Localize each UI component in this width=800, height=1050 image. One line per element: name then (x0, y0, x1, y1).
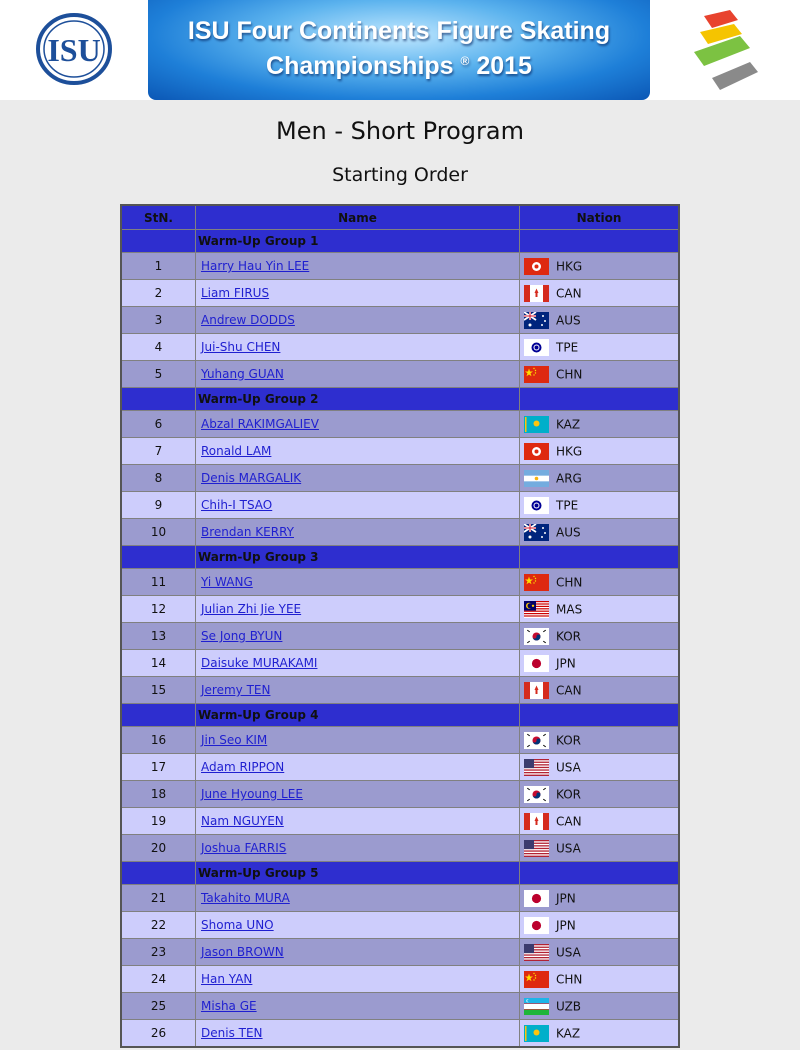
skater-name-cell (196, 939, 520, 966)
mas-flag-icon (524, 601, 549, 618)
nation-code: AUS (556, 525, 581, 539)
table-row (121, 993, 679, 1020)
group-stn-cell (121, 388, 196, 411)
nation-code: ARG (556, 471, 582, 485)
nation-cell (520, 361, 680, 388)
skater-name-link[interactable]: Denis MARGALIK (201, 471, 302, 485)
usa-flag-icon (524, 759, 549, 776)
page-header (0, 0, 800, 100)
table-row (121, 465, 679, 492)
table-row (121, 677, 679, 704)
start-number: 19 (121, 808, 196, 835)
skater-name-link[interactable]: Denis TEN (201, 1026, 263, 1040)
skater-name-cell (196, 650, 520, 677)
skater-name-link[interactable]: Shoma UNO (201, 918, 274, 932)
nation-code: USA (556, 841, 581, 855)
start-number: 5 (121, 361, 196, 388)
warmup-group-row (121, 230, 679, 253)
skater-name-cell (196, 438, 520, 465)
chn-flag-icon (524, 574, 549, 591)
skater-name-link[interactable]: Joshua FARRIS (201, 841, 287, 855)
nation-code: HKG (556, 259, 583, 273)
nation-cell (520, 677, 680, 704)
nation-code: USA (556, 945, 581, 959)
skater-name-cell (196, 835, 520, 862)
page-title: Men - Short Program (276, 117, 524, 145)
banner-title-line1: ISU Four Continents Figure Skating (187, 17, 611, 45)
skater-name-link[interactable]: Chih-I TSAO (201, 498, 273, 512)
warmup-group-row (121, 546, 679, 569)
table-row (121, 939, 679, 966)
nation-cell (520, 912, 680, 939)
kor-flag-icon (524, 628, 549, 645)
group-label: Warm-Up Group 1 (196, 230, 520, 253)
table-row (121, 727, 679, 754)
group-stn-cell (121, 862, 196, 885)
nation-cell (520, 966, 680, 993)
banner-title-line2: Championships ® 2015 (266, 52, 532, 80)
page-subtitle: Starting Order (332, 164, 468, 186)
table-row (121, 650, 679, 677)
start-number: 2 (121, 280, 196, 307)
can-flag-icon (524, 285, 549, 302)
nation-code: USA (556, 760, 581, 774)
nation-cell (520, 1020, 680, 1048)
start-number: 13 (121, 623, 196, 650)
skater-name-link[interactable]: Jason BROWN (201, 945, 284, 959)
skater-name-cell (196, 411, 520, 438)
start-number: 18 (121, 781, 196, 808)
nation-code: KOR (556, 629, 581, 643)
start-number: 25 (121, 993, 196, 1020)
nation-code: AUS (556, 313, 581, 327)
starting-order-table (120, 204, 680, 1048)
nation-cell (520, 781, 680, 808)
jpn-flag-icon (524, 890, 549, 907)
table-header-row (121, 205, 679, 230)
nation-code: KOR (556, 733, 581, 747)
column-header-stn: StN. (121, 205, 196, 230)
start-number: 11 (121, 569, 196, 596)
start-number: 12 (121, 596, 196, 623)
nation-cell (520, 280, 680, 307)
column-header-nation: Nation (520, 205, 680, 230)
nation-code: CAN (556, 683, 582, 697)
start-number: 1 (121, 253, 196, 280)
hkg-flag-icon (524, 443, 549, 460)
group-label: Warm-Up Group 4 (196, 704, 520, 727)
tpe-flag-icon (524, 497, 549, 514)
skater-name-link[interactable]: Yi WANG (201, 575, 253, 589)
table-row (121, 623, 679, 650)
tpe-flag-icon (524, 339, 549, 356)
skater-name-cell (196, 677, 520, 704)
table-row (121, 492, 679, 519)
kaz-flag-icon (524, 1025, 549, 1042)
nation-cell (520, 885, 680, 912)
start-number: 6 (121, 411, 196, 438)
group-label: Warm-Up Group 5 (196, 862, 520, 885)
arg-flag-icon (524, 470, 549, 487)
kor-flag-icon (524, 786, 549, 803)
aus-flag-icon (524, 524, 549, 541)
event-banner (148, 0, 650, 100)
table-row (121, 334, 679, 361)
nation-cell (520, 808, 680, 835)
group-stn-cell (121, 230, 196, 253)
table-row (121, 438, 679, 465)
warmup-group-row (121, 704, 679, 727)
skater-name-cell (196, 361, 520, 388)
chn-flag-icon (524, 971, 549, 988)
nation-code: CAN (556, 814, 582, 828)
table-row (121, 596, 679, 623)
nation-cell (520, 754, 680, 781)
group-stn-cell (121, 546, 196, 569)
nation-cell (520, 650, 680, 677)
aus-flag-icon (524, 312, 549, 329)
group-stn-cell (121, 704, 196, 727)
nation-cell (520, 519, 680, 546)
start-number: 24 (121, 966, 196, 993)
skater-name-link[interactable]: Adam RIPPON (201, 760, 285, 774)
jpn-flag-icon (524, 917, 549, 934)
uzb-flag-icon (524, 998, 549, 1015)
table-row (121, 253, 679, 280)
skater-name-link[interactable]: Yuhang GUAN (201, 367, 284, 381)
start-number: 4 (121, 334, 196, 361)
skater-name-cell (196, 781, 520, 808)
start-number: 9 (121, 492, 196, 519)
table-row (121, 966, 679, 993)
start-number: 7 (121, 438, 196, 465)
nation-cell (520, 334, 680, 361)
table-row (121, 808, 679, 835)
skater-name-link[interactable]: Han YAN (201, 972, 253, 986)
svg-text:ISU: ISU (47, 32, 101, 68)
nation-code: KAZ (556, 1026, 581, 1040)
nation-code: JPN (556, 656, 576, 670)
table-row (121, 280, 679, 307)
nation-cell (520, 492, 680, 519)
skater-name-cell (196, 334, 520, 361)
table-row (121, 885, 679, 912)
group-label: Warm-Up Group 2 (196, 388, 520, 411)
kor-flag-icon (524, 732, 549, 749)
table-row (121, 361, 679, 388)
chn-flag-icon (524, 366, 549, 383)
nation-code: TPE (556, 498, 579, 512)
skater-name-link[interactable]: Takahito MURA (201, 891, 290, 905)
skater-name-link[interactable]: Brendan KERRY (201, 525, 294, 539)
skater-name-cell (196, 966, 520, 993)
skater-name-link[interactable]: Harry Hau Yin LEE (201, 259, 310, 273)
skater-name-link[interactable]: Nam NGUYEN (201, 814, 284, 828)
skater-name-cell (196, 519, 520, 546)
start-number: 17 (121, 754, 196, 781)
nation-code: JPN (556, 891, 576, 905)
group-nation-cell (520, 230, 680, 253)
skater-name-cell (196, 885, 520, 912)
table-row (121, 754, 679, 781)
skater-name-cell (196, 596, 520, 623)
group-label: Warm-Up Group 3 (196, 546, 520, 569)
table-row (121, 835, 679, 862)
table-row (121, 912, 679, 939)
nation-code: TPE (556, 340, 579, 354)
nation-cell (520, 623, 680, 650)
skater-name-cell (196, 727, 520, 754)
kaz-flag-icon (524, 416, 549, 433)
table-row (121, 1020, 679, 1048)
group-nation-cell (520, 388, 680, 411)
skater-name-cell (196, 754, 520, 781)
skater-name-link[interactable]: Daisuke MURAKAMI (201, 656, 318, 670)
skater-name-cell (196, 280, 520, 307)
start-number: 3 (121, 307, 196, 334)
nation-code: UZB (556, 999, 582, 1013)
hkg-flag-icon (524, 258, 549, 275)
start-number: 21 (121, 885, 196, 912)
skater-name-link[interactable]: Jui-Shu CHEN (201, 340, 281, 354)
nation-code: JPN (556, 918, 576, 932)
nation-cell (520, 727, 680, 754)
start-number: 15 (121, 677, 196, 704)
skater-name-cell (196, 465, 520, 492)
can-flag-icon (524, 813, 549, 830)
group-nation-cell (520, 862, 680, 885)
nation-cell (520, 993, 680, 1020)
usa-flag-icon (524, 944, 549, 961)
skater-name-cell (196, 993, 520, 1020)
skater-name-link[interactable]: Jeremy TEN (201, 683, 271, 697)
warmup-group-row (121, 862, 679, 885)
usa-flag-icon (524, 840, 549, 857)
isu-logo[interactable] (35, 12, 113, 86)
skater-name-link[interactable]: Jin Seo KIM (201, 733, 268, 747)
start-number: 22 (121, 912, 196, 939)
warmup-group-row (121, 388, 679, 411)
nation-cell (520, 569, 680, 596)
skater-name-cell (196, 1020, 520, 1048)
start-number: 16 (121, 727, 196, 754)
start-number: 20 (121, 835, 196, 862)
table-row (121, 519, 679, 546)
nation-code: CAN (556, 286, 582, 300)
nation-cell (520, 411, 680, 438)
column-header-name: Name (196, 205, 520, 230)
skater-name-cell (196, 307, 520, 334)
skater-name-link[interactable]: Liam FIRUS (201, 286, 270, 300)
skater-name-cell (196, 253, 520, 280)
start-number: 14 (121, 650, 196, 677)
table-row (121, 307, 679, 334)
skater-name-cell (196, 569, 520, 596)
table-row (121, 781, 679, 808)
nation-cell (520, 307, 680, 334)
start-number: 26 (121, 1020, 196, 1048)
nation-code: HKG (556, 444, 583, 458)
nation-cell (520, 835, 680, 862)
nation-cell (520, 438, 680, 465)
nation-code: CHN (556, 367, 583, 381)
skater-name-link[interactable]: Andrew DODDS (201, 313, 295, 327)
skater-name-link[interactable]: Ronald LAM (201, 444, 272, 458)
nation-cell (520, 465, 680, 492)
skater-name-link[interactable]: Misha GE (201, 999, 257, 1013)
start-number: 10 (121, 519, 196, 546)
four-continents-logo (690, 6, 762, 94)
table-row (121, 569, 679, 596)
skater-name-link[interactable]: Julian Zhi Jie YEE (201, 602, 302, 616)
skater-name-cell (196, 623, 520, 650)
nation-code: KAZ (556, 417, 581, 431)
skater-name-cell (196, 808, 520, 835)
nation-code: CHN (556, 575, 583, 589)
skater-name-link[interactable]: Se Jong BYUN (201, 629, 283, 643)
skater-name-link[interactable]: Abzal RAKIMGALIEV (201, 417, 319, 431)
nation-code: KOR (556, 787, 581, 801)
nation-cell (520, 596, 680, 623)
skater-name-link[interactable]: June Hyoung LEE (201, 787, 303, 801)
skater-name-cell (196, 912, 520, 939)
can-flag-icon (524, 682, 549, 699)
group-nation-cell (520, 546, 680, 569)
table-row (121, 411, 679, 438)
group-nation-cell (520, 704, 680, 727)
nation-code: MAS (556, 602, 583, 616)
nation-code: CHN (556, 972, 583, 986)
start-number: 8 (121, 465, 196, 492)
nation-cell (520, 939, 680, 966)
jpn-flag-icon (524, 655, 549, 672)
skater-name-cell (196, 492, 520, 519)
nation-cell (520, 253, 680, 280)
start-number: 23 (121, 939, 196, 966)
